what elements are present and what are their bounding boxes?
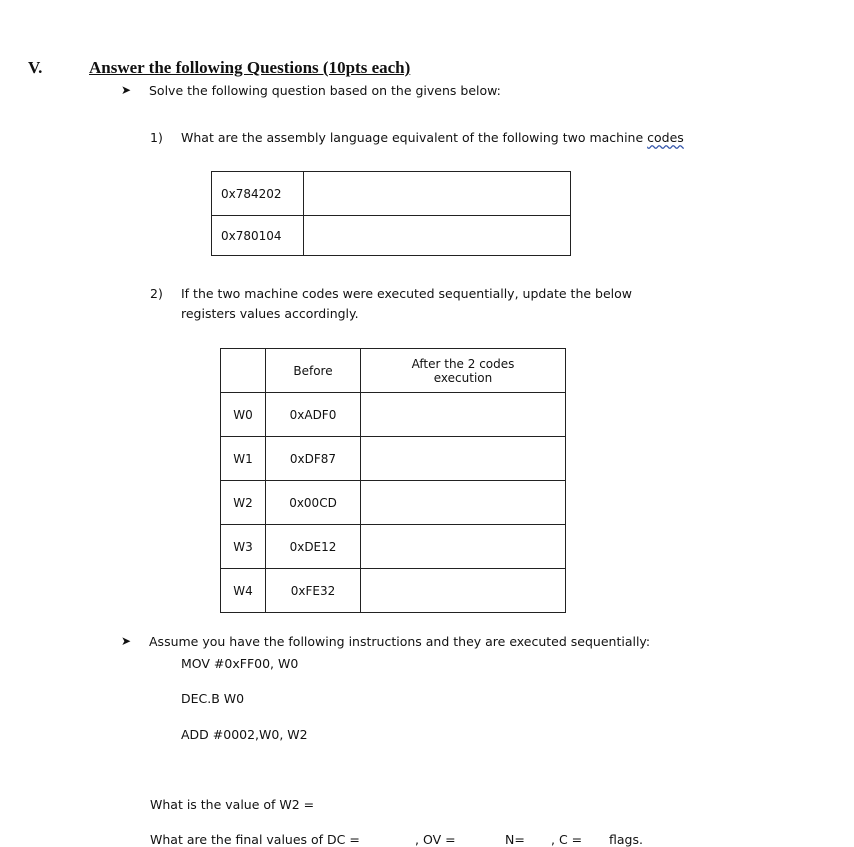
register-name: W1 bbox=[221, 437, 266, 481]
section-number: V. bbox=[28, 58, 43, 77]
table-row bbox=[221, 393, 566, 437]
instruction-line: DEC.B W0 bbox=[181, 691, 245, 706]
table-row bbox=[221, 437, 566, 481]
section-heading: Answer the following Questions (10pts each) bbox=[89, 58, 411, 77]
q1-text-underlined: codes bbox=[647, 130, 684, 145]
register-before: 0xDF87 bbox=[266, 437, 361, 481]
table-row bbox=[221, 525, 566, 569]
header-after-line1: After the 2 codes bbox=[411, 356, 515, 371]
table-row bbox=[221, 569, 566, 613]
question-flags-c: , C = bbox=[551, 832, 583, 847]
question-flags-prefix: What are the final values of DC = bbox=[150, 832, 360, 847]
machine-code-cell: 0x780104 bbox=[212, 216, 304, 256]
assembly-answer-cell[interactable] bbox=[304, 172, 571, 216]
register-after[interactable] bbox=[361, 481, 566, 525]
header-before: Before bbox=[266, 349, 361, 393]
q1-text-main: What are the assembly language equivalent of the following two machine bbox=[181, 130, 648, 145]
register-after[interactable] bbox=[361, 437, 566, 481]
register-table bbox=[220, 348, 566, 613]
register-before: 0xDE12 bbox=[266, 525, 361, 569]
machine-code-table bbox=[211, 171, 571, 256]
part-a-intro: Solve the following question based on the givens below: bbox=[149, 83, 501, 98]
register-before: 0x00CD bbox=[266, 481, 361, 525]
register-after[interactable] bbox=[361, 393, 566, 437]
question-flags-ov: , OV = bbox=[415, 832, 456, 847]
machine-code-cell: 0x784202 bbox=[212, 172, 304, 216]
assembly-answer-cell[interactable] bbox=[304, 216, 571, 256]
instruction-line: MOV #0xFF00, W0 bbox=[181, 656, 299, 671]
table-row bbox=[212, 216, 571, 256]
question-flags-suffix: flags. bbox=[609, 832, 643, 847]
question-flags-n: N= bbox=[505, 832, 525, 847]
register-name: W4 bbox=[221, 569, 266, 613]
register-name: W0 bbox=[221, 393, 266, 437]
q2-text-line2: registers values accordingly. bbox=[181, 306, 359, 321]
register-before: 0xADF0 bbox=[266, 393, 361, 437]
register-name: W3 bbox=[221, 525, 266, 569]
question-w2: What is the value of W2 = bbox=[150, 797, 315, 812]
bullet-arrow-icon: ➤ bbox=[121, 634, 132, 648]
q1-number: 1) bbox=[150, 130, 163, 145]
register-before: 0xFE32 bbox=[266, 569, 361, 613]
q2-number: 2) bbox=[150, 286, 163, 301]
register-after[interactable] bbox=[361, 525, 566, 569]
table-row bbox=[221, 481, 566, 525]
part-b-intro: Assume you have the following instructions and they are executed sequentially: bbox=[149, 634, 651, 649]
q2-text-line1: If the two machine codes were executed sequentially, update the below bbox=[181, 286, 632, 301]
table-header-row bbox=[221, 349, 566, 393]
bullet-arrow-icon: ➤ bbox=[121, 83, 132, 97]
header-after-line2: execution bbox=[433, 370, 493, 385]
instruction-line: ADD #0002,W0, W2 bbox=[181, 727, 308, 742]
header-register bbox=[221, 349, 266, 393]
register-after[interactable] bbox=[361, 569, 566, 613]
register-name: W2 bbox=[221, 481, 266, 525]
q1-text bbox=[181, 130, 684, 145]
header-after bbox=[361, 349, 566, 393]
table-row bbox=[212, 172, 571, 216]
